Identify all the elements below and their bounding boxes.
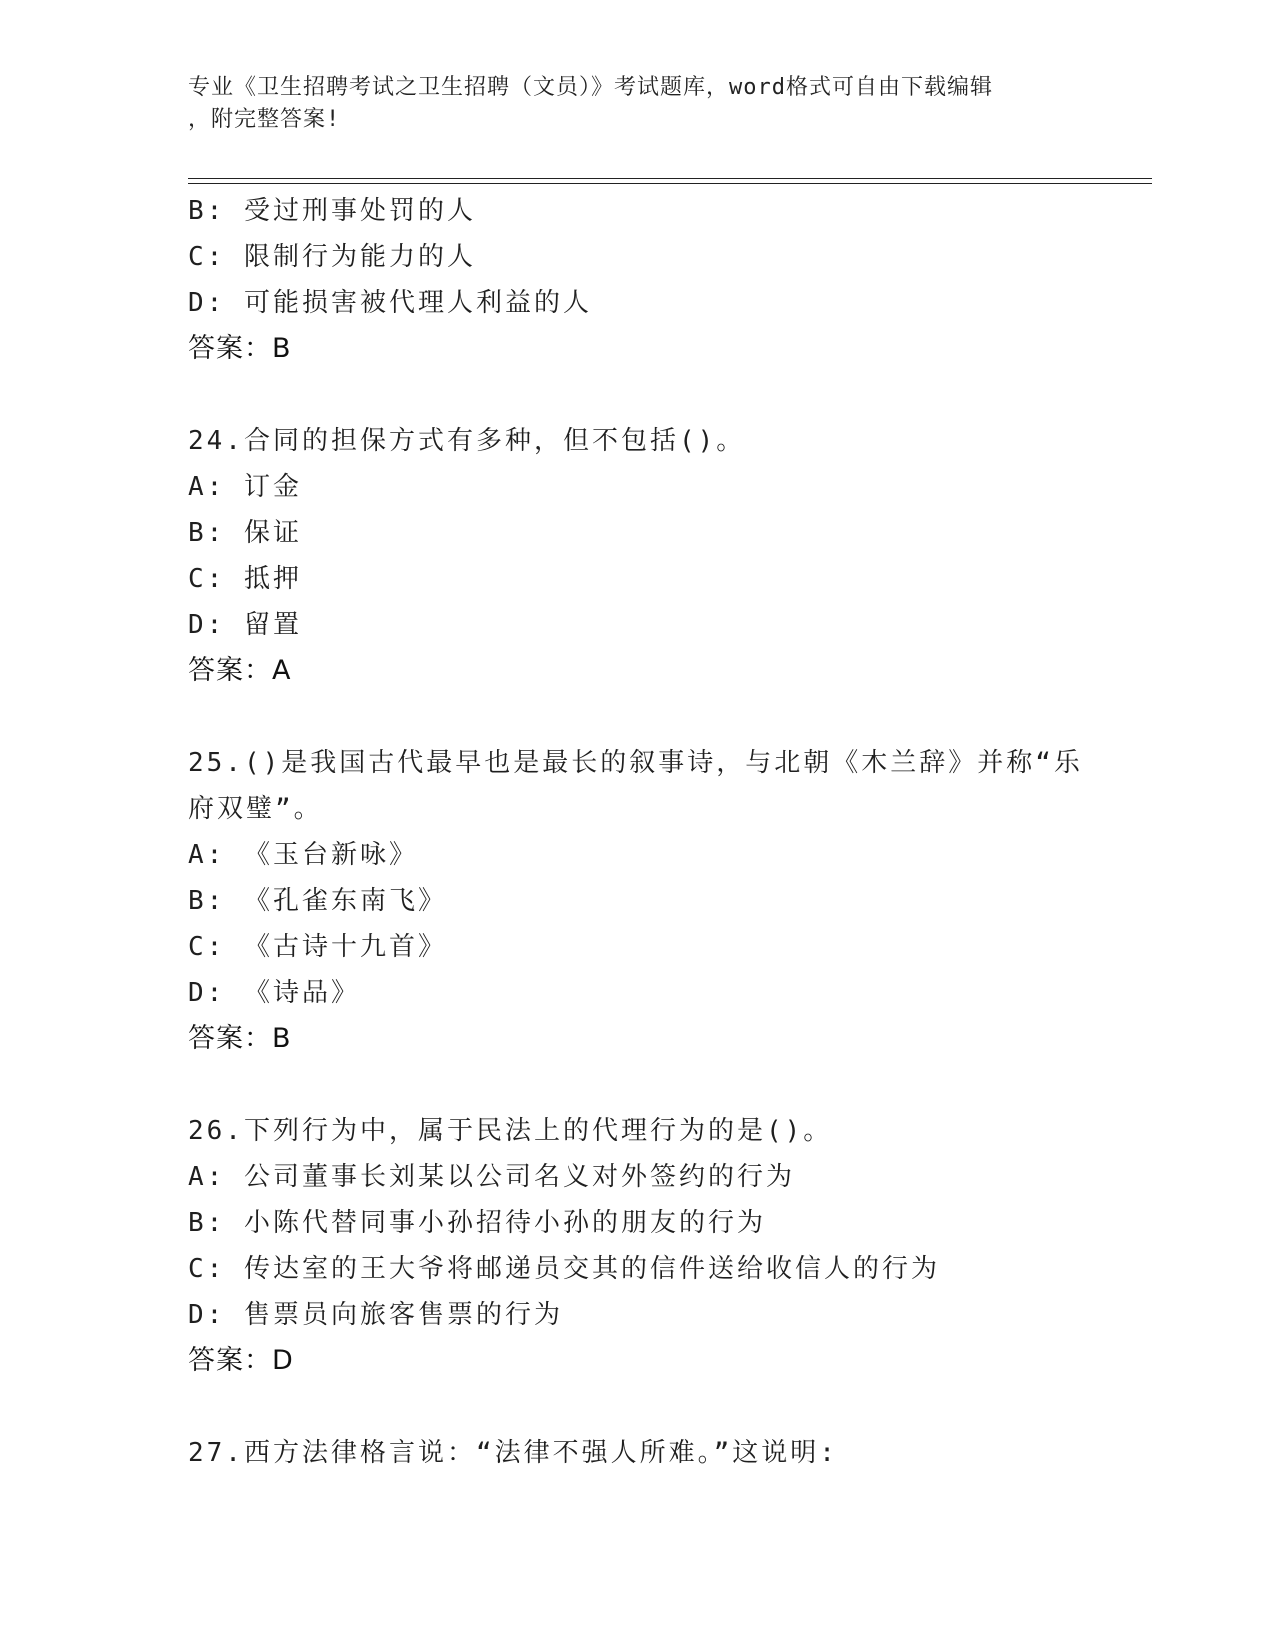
spacer bbox=[188, 372, 1148, 418]
option-d: D: 留置 bbox=[188, 610, 302, 640]
option-d: D: 可能损害被代理人利益的人 bbox=[188, 288, 592, 318]
question-list bbox=[188, 188, 1148, 1476]
question-stem-line-2: 府双璧”。 bbox=[188, 794, 323, 824]
option-b: B: 《孔雀东南飞》 bbox=[188, 886, 447, 916]
header-divider-bottom bbox=[188, 183, 1152, 184]
option-b: B: 保证 bbox=[188, 518, 302, 548]
answer-line: 答案：B bbox=[188, 1023, 292, 1054]
question-24 bbox=[188, 418, 1148, 694]
question-stem: 26.下列行为中，属于民法上的代理行为的是()。 bbox=[188, 1116, 833, 1146]
question-27 bbox=[188, 1430, 1148, 1476]
answer-line: 答案：A bbox=[188, 655, 292, 686]
header-title-line-1: 专业《卫生招聘考试之卫生招聘（文员）》考试题库，word格式可自由下载编辑 bbox=[188, 75, 993, 100]
question-25 bbox=[188, 740, 1148, 1062]
header-divider-top bbox=[188, 178, 1152, 179]
page-header bbox=[188, 72, 1068, 136]
option-c: C: 传达室的王大爷将邮递员交其的信件送给收信人的行为 bbox=[188, 1254, 940, 1284]
question-23 bbox=[188, 188, 1148, 372]
option-d: D: 《诗品》 bbox=[188, 978, 360, 1008]
question-stem-line-1: 25.()是我国古代最早也是最长的叙事诗，与北朝《木兰辞》并称“乐 bbox=[188, 748, 1083, 778]
option-b: B: 受过刑事处罚的人 bbox=[188, 196, 476, 226]
option-a: A: 公司董事长刘某以公司名义对外签约的行为 bbox=[188, 1162, 795, 1192]
option-c: C: 《古诗十九首》 bbox=[188, 932, 447, 962]
spacer bbox=[188, 694, 1148, 740]
header-title-line-2: ，附完整答案! bbox=[188, 107, 341, 132]
option-a: A: 《玉台新咏》 bbox=[188, 840, 418, 870]
option-b: B: 小陈代替同事小孙招待小孙的朋友的行为 bbox=[188, 1208, 766, 1238]
answer-line: 答案：D bbox=[188, 1345, 294, 1376]
question-stem: 27.西方法律格言说：“法律不强人所难。”这说明: bbox=[188, 1438, 838, 1468]
spacer bbox=[188, 1384, 1148, 1430]
spacer bbox=[188, 1062, 1148, 1108]
option-c: C: 抵押 bbox=[188, 564, 302, 594]
option-c: C: 限制行为能力的人 bbox=[188, 242, 476, 272]
question-stem: 24.合同的担保方式有多种，但不包括()。 bbox=[188, 426, 746, 456]
option-d: D: 售票员向旅客售票的行为 bbox=[188, 1300, 563, 1330]
answer-line: 答案：B bbox=[188, 333, 292, 364]
question-26 bbox=[188, 1108, 1148, 1384]
option-a: A: 订金 bbox=[188, 472, 302, 502]
